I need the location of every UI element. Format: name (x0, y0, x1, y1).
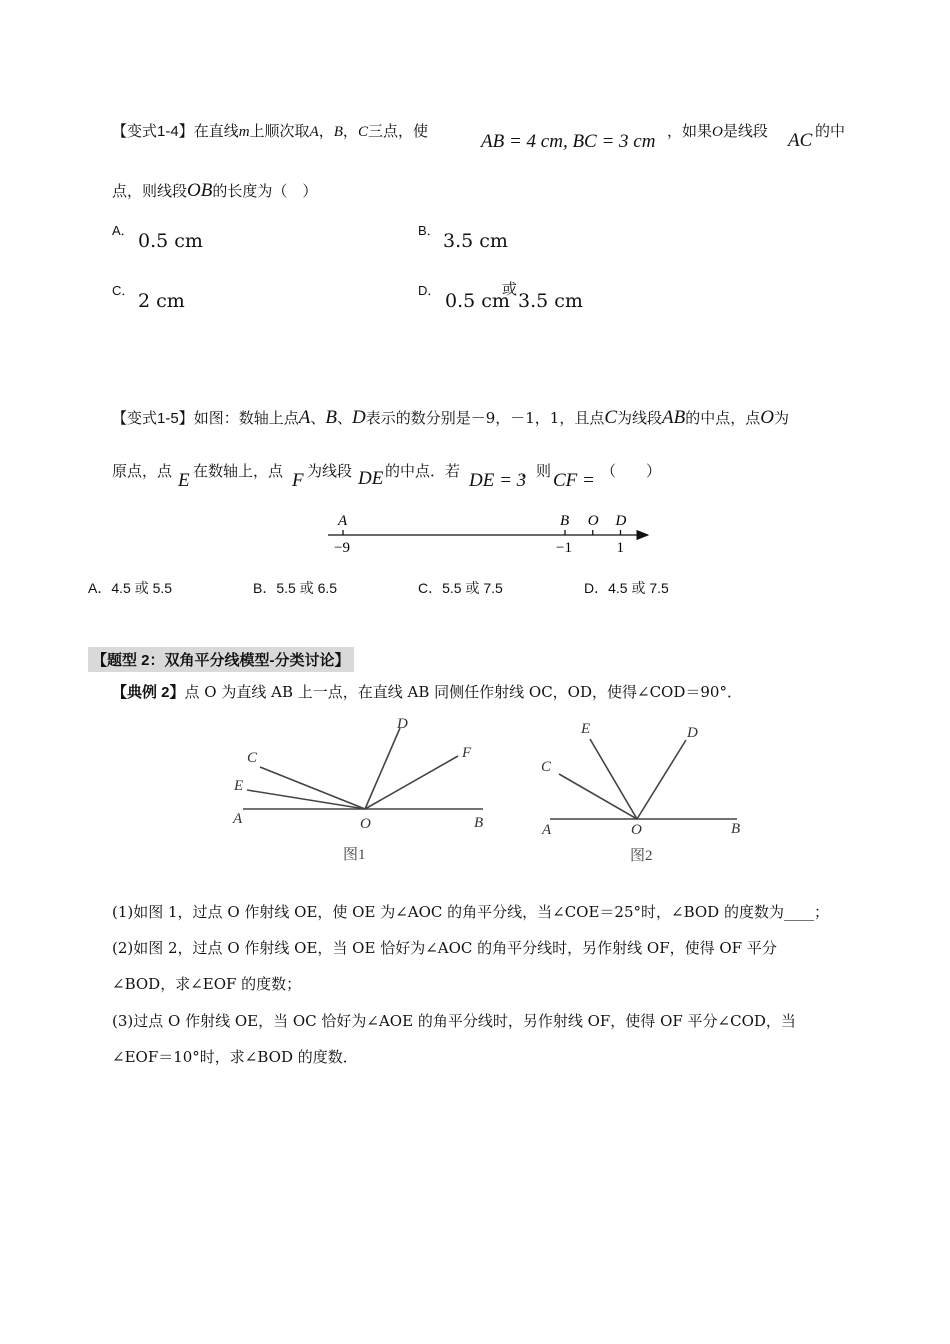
q15-E: E (178, 470, 190, 491)
fig2-caption: 图2 (630, 848, 653, 864)
fig2-label-D: D (687, 725, 698, 741)
axis-point-label-D: D (615, 513, 627, 529)
axis-tick-label-B: −1 (556, 540, 572, 556)
q15-line2-a: 原点，点 (112, 462, 173, 480)
fig2-label-E: E (581, 721, 591, 737)
q15-line1: 【变式1-5】如图：数轴上点A、B、D表示的数分别是－9，－1，1，且点C为线段AB的中点，点O为 (112, 407, 790, 428)
q14-condition: AB = 4 cm, BC = 3 cm (481, 131, 656, 152)
q15-line2-e: ，则 (521, 462, 552, 480)
q15-answer-paren: （ ） (601, 462, 662, 480)
q15-CF-eq: CF = (553, 470, 595, 491)
example2-line: 【典例 2】点 O 为直线 AB 上一点，在直线 AB 同侧任作射线 OC，OD，使得∠COD＝90°． (112, 683, 742, 701)
q15-optC[interactable]: C．5.5 或 7.5 (418, 580, 503, 596)
number-line-figure (320, 508, 660, 558)
axis-tick-label-D: 1 (616, 540, 624, 556)
q14-optB[interactable]: 3.5 cm (443, 230, 508, 252)
q15-optB[interactable]: B．5.5 或 6.5 (253, 580, 338, 596)
q15-line2-d: 的中点．若 (385, 462, 461, 480)
q14-optA-label[interactable]: A． (112, 223, 134, 238)
q15-F: F (292, 470, 304, 491)
q14-optD-b[interactable]: 3.5 cm (518, 290, 583, 312)
q15-optD[interactable]: D．4.5 或 7.5 (584, 580, 669, 596)
q14-line1-tail: ，如果O是线段 (667, 122, 768, 140)
part-2-line1: (2)如图 2，过点 O 作射线 OE，当 OE 恰好为∠AOC 的角平分线时，另作射线 OF，使得 OF 平分 (112, 939, 777, 957)
axis-point-label-A: A (338, 513, 348, 529)
q14-optD-a[interactable]: 0.5 cm (445, 290, 510, 312)
q15-DE-eq: DE = 3 (469, 470, 527, 491)
part-3-line2: ∠EOF＝10°时，求∠BOD 的度数． (112, 1048, 358, 1066)
part-2-line2: ∠BOD，求∠EOF 的度数； (112, 975, 302, 993)
fig2-label-A: A (542, 822, 552, 838)
q14-AC: AC (788, 130, 813, 151)
fig2-ray-OE (590, 739, 637, 819)
axis-tick-label-A: −9 (334, 540, 350, 556)
q15-line2-b: 在数轴上，点 (193, 462, 284, 480)
q14-tag: 【变式1-4】 (112, 123, 194, 140)
section2-heading: 【题型 2：双角平分线模型-分类讨论】 (88, 647, 354, 672)
fig2-label-C: C (541, 759, 552, 775)
q15-optA[interactable]: A．4.5 或 5.5 (88, 580, 173, 596)
fig1-label-F: F (462, 745, 472, 761)
fig2-ray-OD (637, 740, 686, 819)
fig1-label-E: E (234, 778, 244, 794)
fig1-ray-OD (365, 728, 400, 809)
fig1-label-A: A (233, 811, 243, 827)
fig1-label-C: C (247, 750, 258, 766)
q14-optC-label[interactable]: C． (112, 283, 135, 298)
fig2-label-B: B (731, 821, 741, 837)
q14-optA[interactable]: 0.5 cm (138, 230, 203, 252)
q15-DE: DE (358, 468, 384, 489)
q15-line2-c: 为线段 (307, 462, 353, 480)
q14-line1-end: 的中 (815, 122, 846, 140)
part-3-line1: (3)过点 O 作射线 OE，当 OC 恰好为∠AOE 的角平分线时，另作射线 OF，使得 OF 平分∠COD，当 (112, 1012, 796, 1030)
axis-point-label-B: B (560, 513, 570, 529)
fig1-ray-OF (365, 756, 458, 809)
fig2-ray-OC (559, 774, 637, 819)
fig1-ray-OC (260, 767, 365, 809)
q14-optD-label[interactable]: D． (418, 283, 441, 298)
figure-2 (530, 710, 760, 870)
fig1-label-O: O (360, 816, 371, 832)
q14-line1: 【变式1-4】在直线m上顺次取A，B，C三点，使 (112, 122, 428, 140)
axis-point-label-O: O (587, 513, 599, 529)
part-1: (1)如图 1，过点 O 作射线 OE，使 OE 为∠AOC 的角平分线，当∠COE＝25°时，∠BOD 的度数为____； (112, 903, 829, 921)
fig1-ray-OE (247, 790, 365, 809)
fig2-label-O: O (631, 822, 642, 838)
fig1-label-D: D (397, 716, 408, 732)
q14-line2: 点，则线段OB的长度为（ ） (112, 180, 318, 201)
fig1-caption: 图1 (343, 847, 366, 863)
q15-tag: 【变式1-5】 (112, 410, 194, 427)
fig1-label-B: B (474, 815, 484, 831)
q14-optC[interactable]: 2 cm (138, 290, 185, 312)
example2-tag: 【典例 2】 (112, 684, 185, 701)
figure-1 (225, 710, 495, 870)
q14-optB-label[interactable]: B． (418, 223, 440, 238)
q14-optD-or: 或 (502, 280, 518, 298)
